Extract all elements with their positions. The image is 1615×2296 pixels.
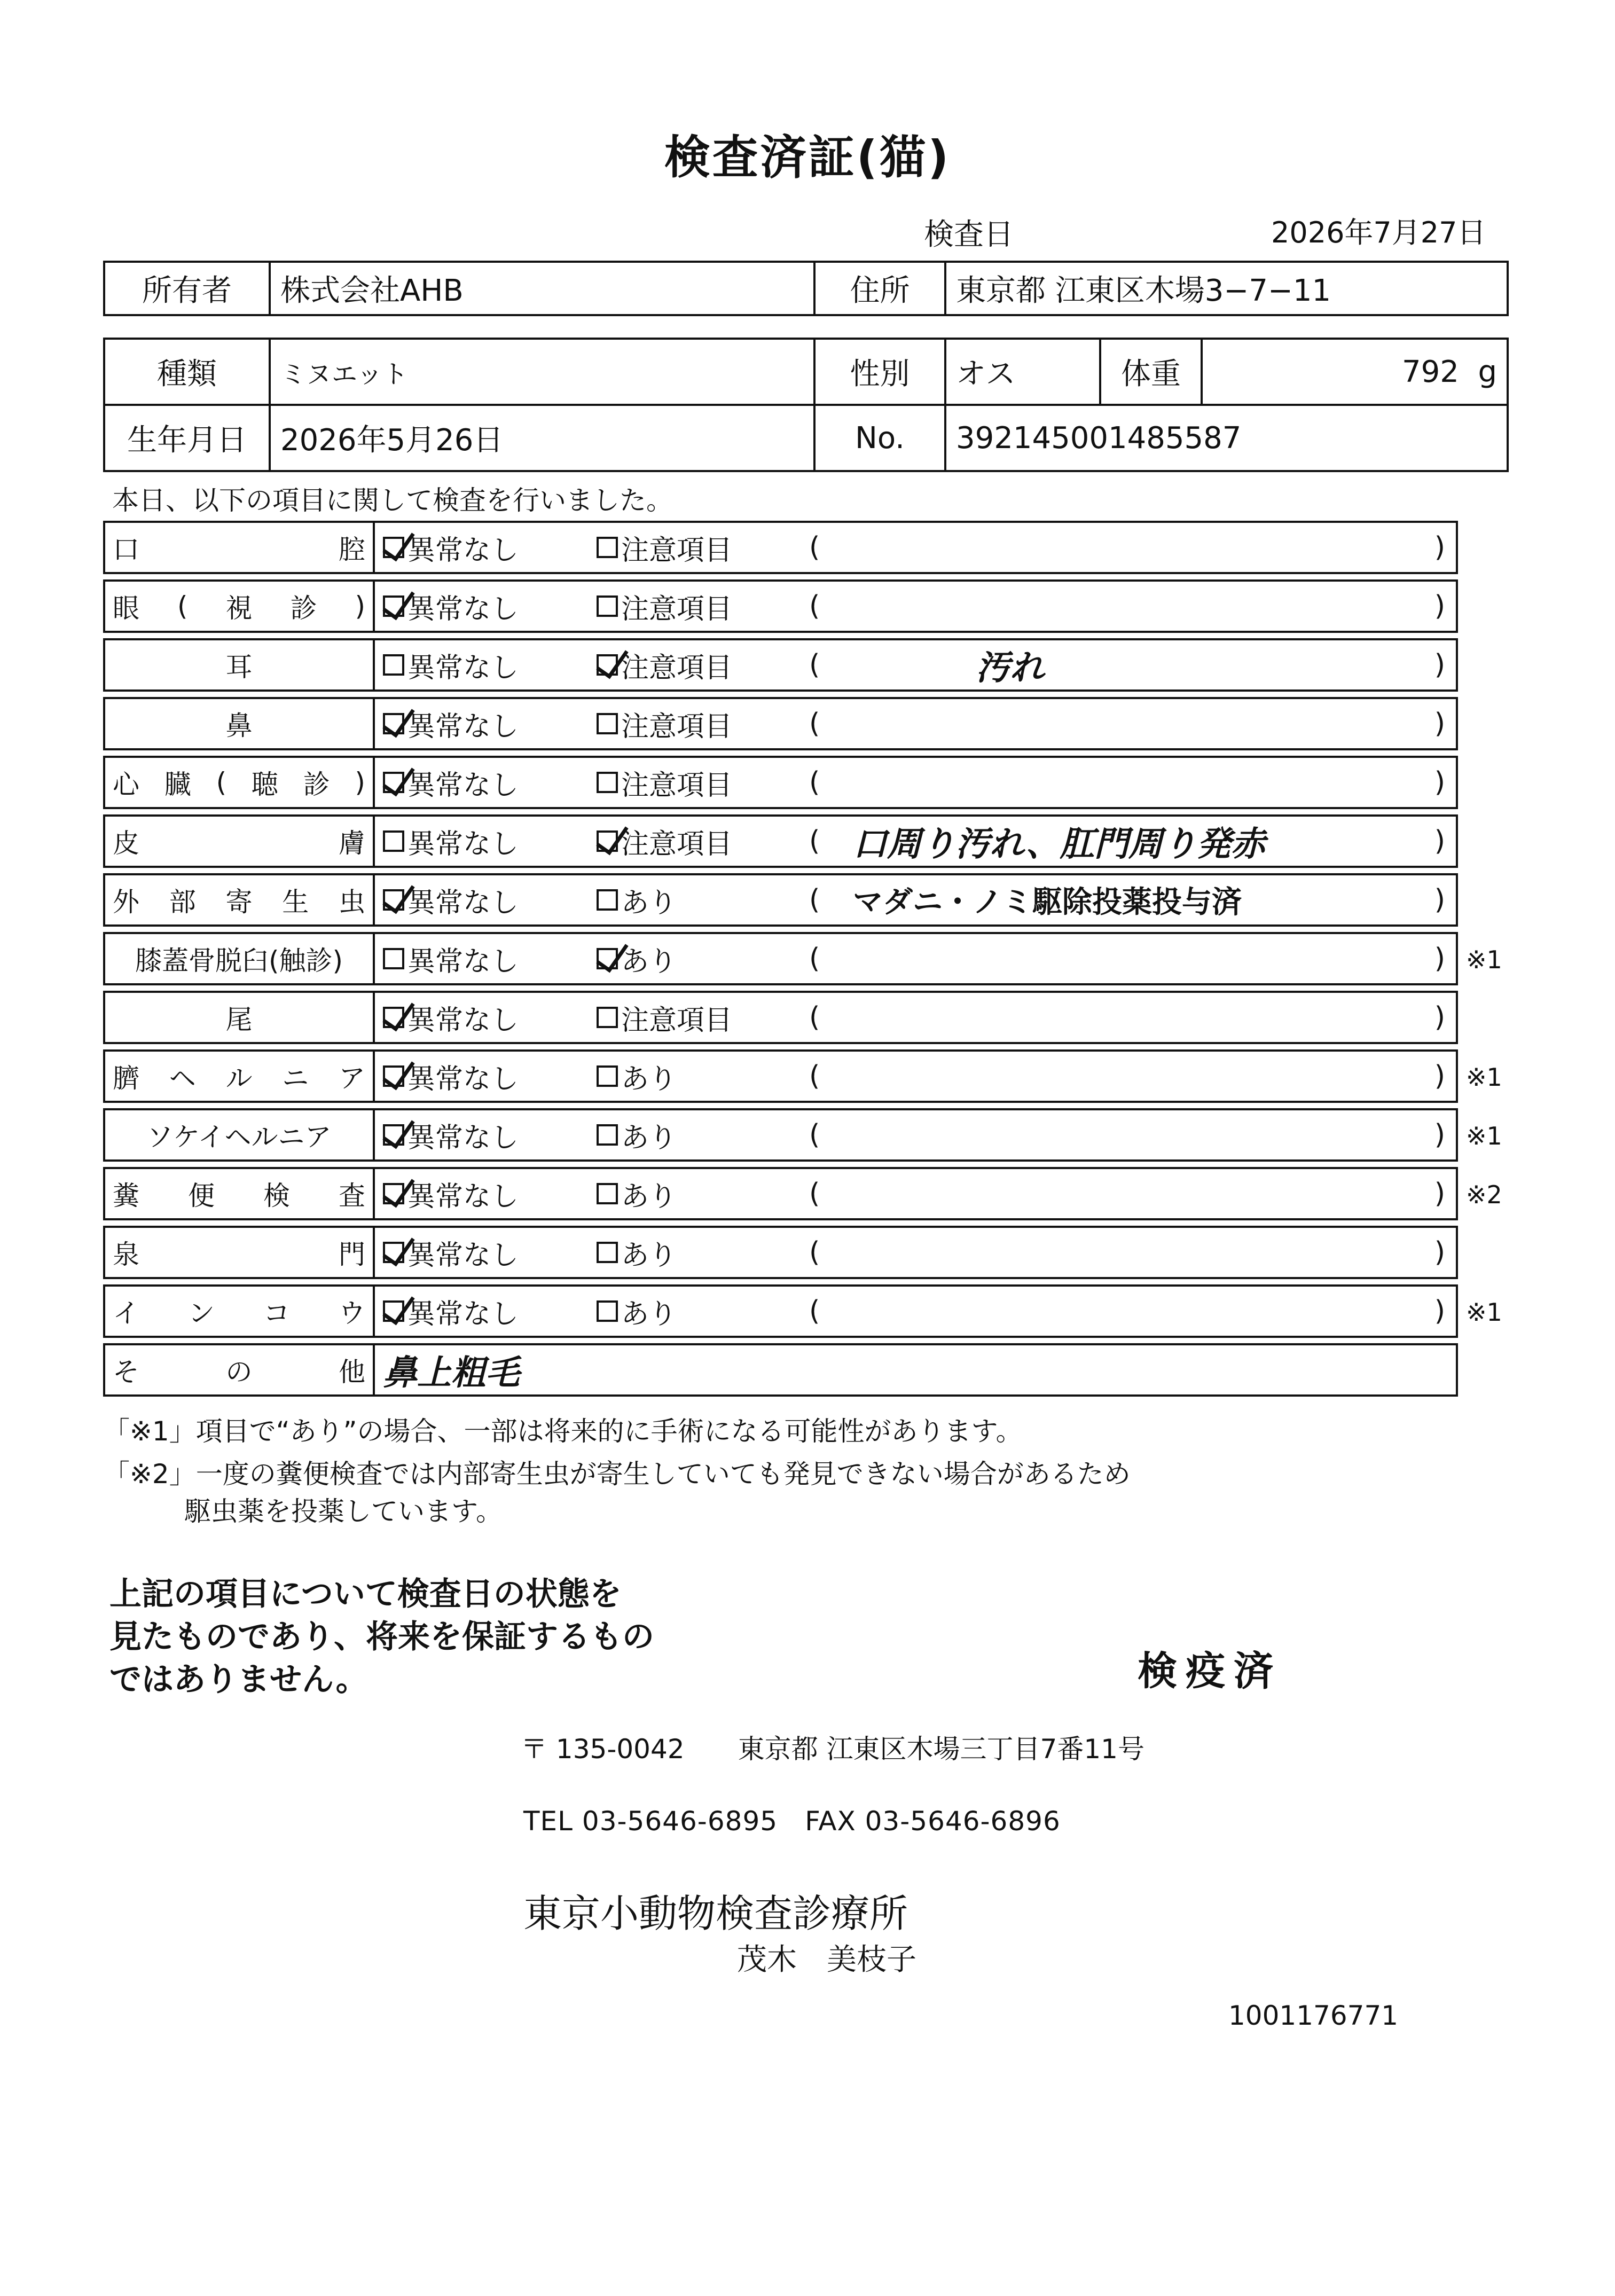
row-label-char: 部 <box>169 887 196 918</box>
disclaimer <box>109 1573 804 1701</box>
clinic-tel-fax: TEL 03-5646-6895 FAX 03-5646-6896 <box>523 1806 1061 1837</box>
inspection-row <box>103 756 1458 809</box>
inspection-row-other <box>103 1343 1458 1397</box>
option-flag <box>597 875 677 924</box>
option-label: 異常なし <box>407 652 519 684</box>
paren-close: ) <box>1434 1295 1445 1327</box>
row-label-char: の <box>225 1357 253 1388</box>
row-label-char: コ <box>263 1298 290 1329</box>
option-normal <box>383 934 519 983</box>
option-normal <box>383 817 519 866</box>
paren-open: ( <box>809 649 820 681</box>
row-label-char: 皮 <box>113 828 139 859</box>
inspection-row <box>103 521 1458 574</box>
paren-close: ) <box>1434 884 1445 916</box>
option-flag <box>597 523 732 572</box>
option-label: 注意項目 <box>621 828 733 860</box>
option-label: あり <box>621 1063 677 1095</box>
paren-close: ) <box>1434 825 1445 857</box>
paren-open: ( <box>809 590 820 622</box>
checkbox <box>597 1242 618 1263</box>
row-label-char: 門 <box>339 1239 365 1270</box>
row-label-char: 便 <box>188 1180 215 1211</box>
row-label <box>105 640 375 689</box>
owner-value: 株式会社AHB <box>270 262 814 315</box>
row-label <box>105 1110 375 1159</box>
inspection-row <box>103 579 1458 633</box>
row-label-char: 鼻 <box>225 710 253 741</box>
row-label-char: ウ <box>339 1298 365 1329</box>
footnote-mark: ※1 <box>1466 1063 1502 1092</box>
option-flag <box>597 993 732 1042</box>
checkbox <box>597 654 618 676</box>
checkbox <box>383 889 404 911</box>
row-label <box>105 1345 375 1394</box>
checkbox <box>597 1124 618 1146</box>
row-label-char: 泉 <box>113 1239 139 1270</box>
weight-unit: g <box>1478 354 1497 389</box>
inspection-row <box>103 1049 1458 1103</box>
option-label: 注意項目 <box>621 652 733 684</box>
breed-value: ミヌエット <box>270 339 814 405</box>
checkbox <box>597 1007 618 1028</box>
option-label: 異常なし <box>407 1004 519 1037</box>
row-label-char: 聴 <box>251 769 278 800</box>
paren-close: ) <box>1434 1119 1445 1151</box>
checkbox <box>383 1300 404 1322</box>
paren-close: ) <box>1434 531 1445 563</box>
inspection-row <box>103 1167 1458 1220</box>
quarantine-stamp: 検疫済 <box>1138 1648 1282 1694</box>
inspection-row <box>103 697 1458 750</box>
other-note: 鼻上粗毛 <box>383 1353 520 1393</box>
option-normal <box>383 640 519 689</box>
row-label <box>105 1169 375 1218</box>
row-label-char: 他 <box>339 1357 365 1388</box>
row-label-char: 口 <box>113 534 139 565</box>
vet-name: 茂木 美枝子 <box>737 1942 916 1977</box>
row-label-char: 膝蓋骨脱臼(触診) <box>135 945 343 976</box>
checkbox <box>597 1300 618 1322</box>
row-label-char: 腔 <box>339 534 365 565</box>
inspection-row <box>103 814 1458 868</box>
option-label: 異常なし <box>407 769 519 802</box>
inspection-row <box>103 932 1458 985</box>
footnote-mark: ※1 <box>1466 1122 1502 1150</box>
option-normal <box>383 758 519 807</box>
option-label: 異常なし <box>407 1298 519 1330</box>
paren-open: ( <box>809 1295 820 1327</box>
row-label-char: 虫 <box>339 887 365 918</box>
checkbox <box>597 537 618 558</box>
option-normal <box>383 1228 519 1277</box>
weight-value: 792 <box>1401 354 1459 389</box>
option-normal <box>383 1287 519 1336</box>
option-normal <box>383 699 519 748</box>
row-label-char: 臓 <box>164 769 191 800</box>
paren-open: ( <box>809 1060 820 1092</box>
row-label <box>105 699 375 748</box>
checkbox <box>383 595 404 617</box>
option-normal <box>383 993 519 1042</box>
option-flag <box>597 1287 677 1336</box>
option-flag <box>597 699 732 748</box>
row-label-char: ニ <box>282 1063 309 1094</box>
inspection-row <box>103 991 1458 1044</box>
row-label-char: ( <box>177 591 188 622</box>
row-label-char: 眼 <box>113 593 139 624</box>
paren-close: ) <box>1434 1060 1445 1092</box>
paren-open: ( <box>809 708 820 740</box>
paren-open: ( <box>809 1236 820 1268</box>
option-label: 注意項目 <box>621 534 733 567</box>
owner-table <box>103 261 1509 316</box>
row-label-char: ヘ <box>169 1063 196 1094</box>
paren-close: ) <box>1434 943 1445 975</box>
weight-cell <box>1202 339 1508 405</box>
row-label <box>105 993 375 1042</box>
row-label-char: 心 <box>113 769 139 800</box>
option-flag <box>597 582 732 631</box>
paren-open: ( <box>809 766 820 798</box>
row-label-char: ア <box>339 1063 365 1094</box>
row-label-char: 診 <box>303 769 330 800</box>
checkbox <box>597 713 618 734</box>
disclaimer-line2: 見たものであり、将来を保証するもの <box>109 1618 654 1656</box>
no-value: 392145001485587 <box>945 405 1508 471</box>
option-label: あり <box>621 887 677 919</box>
breed-label: 種類 <box>104 339 270 405</box>
paren-close: ) <box>1434 1001 1445 1033</box>
checkbox <box>597 1065 618 1087</box>
serial-number: 1001176771 <box>1228 2000 1399 2031</box>
option-normal <box>383 875 519 924</box>
paren-open: ( <box>809 884 820 916</box>
option-label: あり <box>621 1239 677 1272</box>
row-label <box>105 1052 375 1101</box>
paren-open: ( <box>809 531 820 563</box>
row-label-char: そ <box>113 1357 139 1388</box>
checkbox <box>597 948 618 969</box>
row-label-char: 生 <box>282 887 309 918</box>
checkbox <box>383 1242 404 1263</box>
footnote-mark: ※1 <box>1466 1298 1502 1327</box>
inspection-row <box>103 1226 1458 1279</box>
option-label: 注意項目 <box>621 769 733 802</box>
checkbox <box>597 889 618 911</box>
weight-label: 体重 <box>1100 339 1202 405</box>
option-flag <box>597 934 677 983</box>
option-label: 異常なし <box>407 828 519 860</box>
paren-close: ) <box>1434 590 1445 622</box>
option-normal <box>383 523 519 572</box>
row-label <box>105 934 375 983</box>
option-label: あり <box>621 1180 677 1213</box>
option-flag <box>597 758 732 807</box>
inspection-row <box>103 1284 1458 1338</box>
paren-open: ( <box>809 943 820 975</box>
document-title: 検査済証(猫) <box>664 131 951 184</box>
row-label-char: 尾 <box>225 1004 253 1035</box>
clinic-name: 東京小動物検査診療所 <box>523 1891 908 1936</box>
row-label <box>105 875 375 924</box>
row-label-char: ) <box>355 591 365 622</box>
row-label-char: 糞 <box>113 1180 139 1211</box>
option-label: 注意項目 <box>621 1004 733 1037</box>
paren-open: ( <box>809 1119 820 1151</box>
row-label-char: イ <box>113 1298 139 1329</box>
checkbox <box>597 830 618 852</box>
paren-open: ( <box>809 1178 820 1210</box>
checkbox <box>383 1007 404 1028</box>
row-label-char: 査 <box>339 1180 365 1211</box>
option-flag <box>597 817 732 866</box>
paren-close: ) <box>1434 708 1445 740</box>
option-flag <box>597 1169 677 1218</box>
row-note: 口周り汚れ、肛門周り発赤 <box>853 825 1265 864</box>
checkbox <box>383 713 404 734</box>
option-label: 異常なし <box>407 1180 519 1213</box>
checkbox <box>597 595 618 617</box>
option-label: 注意項目 <box>621 710 733 743</box>
row-label <box>105 1228 375 1277</box>
option-label: 異常なし <box>407 710 519 743</box>
paren-close: ) <box>1434 766 1445 798</box>
disclaimer-line3: ではありません。 <box>109 1661 368 1698</box>
intro-text: 本日、以下の項目に関して検査を行いました。 <box>112 485 673 516</box>
paren-close: ) <box>1434 1236 1445 1268</box>
row-label <box>105 582 375 631</box>
paren-close: ) <box>1434 649 1445 681</box>
option-label: 異常なし <box>407 945 519 978</box>
row-label-char: 膚 <box>339 828 365 859</box>
no-label: No. <box>814 405 945 471</box>
option-normal <box>383 1052 519 1101</box>
paren-open: ( <box>809 825 820 857</box>
footnote-2-line1: 「※2」一度の糞便検査では内部寄生虫が寄生していても発見できない場合があるため <box>103 1459 1131 1490</box>
checkbox <box>383 654 404 676</box>
row-label-char: ) <box>355 767 365 798</box>
sex-value: オス <box>945 339 1100 405</box>
row-label <box>105 1287 375 1336</box>
option-flag <box>597 640 732 689</box>
option-label: 異常なし <box>407 887 519 919</box>
row-note: マダニ・ノミ駆除投薬投与済 <box>853 885 1242 920</box>
row-label-char: 視 <box>225 593 253 624</box>
checkbox <box>383 948 404 969</box>
checkbox <box>383 537 404 558</box>
exam-date-label: 検査日 <box>924 217 1014 252</box>
checkbox <box>383 1183 404 1204</box>
row-label-char: 耳 <box>225 652 253 683</box>
option-label: あり <box>621 1122 677 1154</box>
footnote-2-line2: 駆虫薬を投薬しています。 <box>184 1496 503 1527</box>
option-normal <box>383 1110 519 1159</box>
option-label: 異常なし <box>407 1239 519 1272</box>
option-label: あり <box>621 1298 677 1330</box>
row-note: 汚れ <box>976 648 1044 688</box>
row-label-char: ソケイヘルニア <box>146 1122 332 1153</box>
option-flag <box>597 1110 677 1159</box>
checkbox <box>383 772 404 793</box>
option-flag <box>597 1228 677 1277</box>
checkbox <box>383 830 404 852</box>
inspection-row <box>103 873 1458 927</box>
footnote-mark: ※2 <box>1466 1180 1502 1209</box>
disclaimer-line1: 上記の項目について検査日の状態を <box>109 1576 622 1613</box>
sex-label: 性別 <box>814 339 945 405</box>
row-label-char: ( <box>216 767 227 798</box>
option-normal <box>383 1169 519 1218</box>
owner-label: 所有者 <box>104 262 270 315</box>
option-flag <box>597 1052 677 1101</box>
address-label: 住所 <box>814 262 945 315</box>
clinic-address: 〒 135-0042 東京都 江東区木場三丁目7番11号 <box>521 1734 1144 1765</box>
row-label <box>105 523 375 572</box>
option-normal <box>383 582 519 631</box>
row-label-char: 寄 <box>225 887 253 918</box>
checkbox <box>597 1183 618 1204</box>
address-value: 東京都 江東区木場3−7−11 <box>945 262 1508 315</box>
row-label-char: 検 <box>263 1180 290 1211</box>
row-label-char: 臍 <box>113 1063 139 1094</box>
option-label: 異常なし <box>407 1122 519 1154</box>
exam-date-value: 2026年7月27日 <box>1271 216 1486 249</box>
footnote-mark: ※1 <box>1466 945 1502 974</box>
option-label: 異常なし <box>407 593 519 625</box>
checkbox <box>383 1065 404 1087</box>
row-label <box>105 817 375 866</box>
inspection-row <box>103 638 1458 692</box>
row-label-char: ン <box>188 1298 215 1329</box>
birth-label: 生年月日 <box>104 405 270 471</box>
row-label-char: 診 <box>290 593 317 624</box>
inspection-row <box>103 1108 1458 1162</box>
row-label <box>105 758 375 807</box>
footnote-1: 「※1」項目で“あり”の場合、一部は将来的に手術になる可能性があります。 <box>103 1416 1023 1447</box>
checkbox <box>383 1124 404 1146</box>
option-label: 異常なし <box>407 534 519 567</box>
row-label-char: ル <box>225 1063 253 1094</box>
checkbox <box>597 772 618 793</box>
option-label: 注意項目 <box>621 593 733 625</box>
row-label-char: 外 <box>113 887 139 918</box>
paren-open: ( <box>809 1001 820 1033</box>
animal-table <box>103 338 1509 472</box>
paren-close: ) <box>1434 1178 1445 1210</box>
option-label: あり <box>621 945 677 978</box>
birth-value: 2026年5月26日 <box>270 405 814 471</box>
option-label: 異常なし <box>407 1063 519 1095</box>
